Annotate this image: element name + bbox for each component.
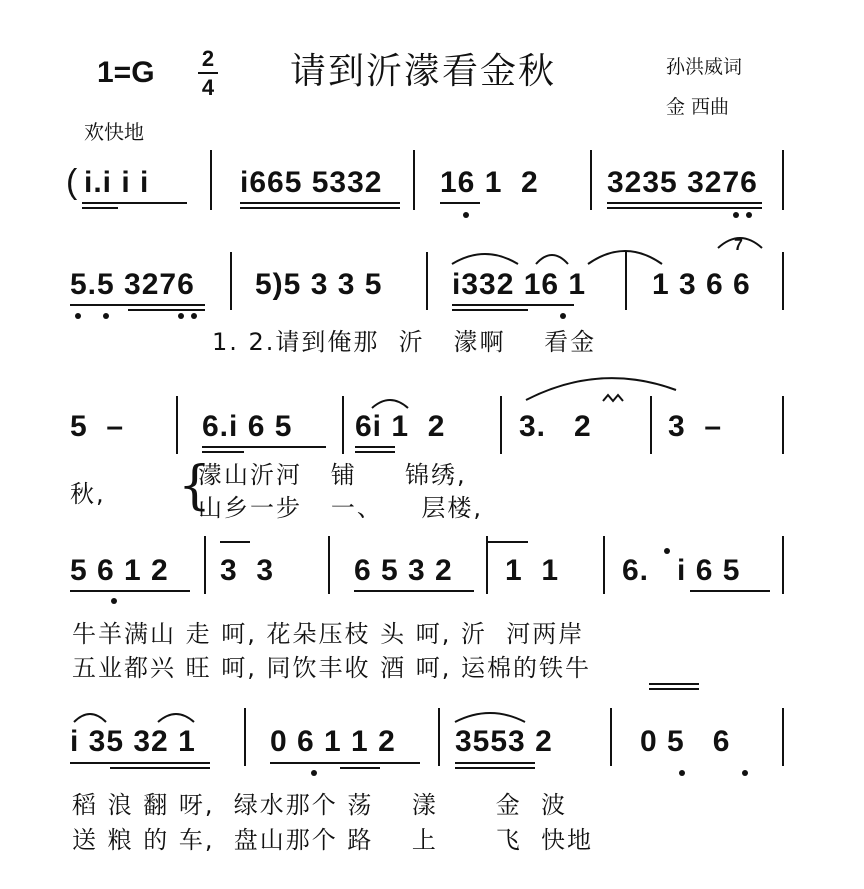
composer-credit: 金 西曲 xyxy=(666,96,730,118)
line5-measure-1: i 35 32 1 xyxy=(70,725,196,758)
line5-measure-2: 0 6 1 1 2 xyxy=(270,725,396,758)
line1-measure-1: i.i i i xyxy=(84,166,150,199)
line4-measure-3: 6 5 3 2 xyxy=(354,554,453,587)
line3-lyric-verse-2: 山乡一步 一、 层楼, xyxy=(198,494,484,522)
line1-measure-4: 3235 3276 xyxy=(607,166,758,199)
line3-measure-4: 3. 2 xyxy=(519,410,592,443)
line2-measure-3: i332 16 1 xyxy=(452,268,587,301)
line2-measure-1: 5.5 3276 xyxy=(70,268,195,301)
line3-lyric-verse-1: 濛山沂河 铺 锦绣, xyxy=(198,461,467,489)
line3-lyric-start: 秋, xyxy=(70,480,106,508)
line1-measure-2: i665 5332 xyxy=(240,166,383,199)
line3-measure-3: 6i 1 2 xyxy=(355,410,446,443)
line5-lyric-verse-1: 稻 浪 翻 呀, 绿水那个 荡 漾 金 波 xyxy=(72,791,567,819)
mordent-mark xyxy=(603,395,623,401)
slur-arc xyxy=(452,254,518,264)
line5-measure-4: 0 5 6 xyxy=(640,725,731,758)
line4-measure-1: 5 6 1 2 xyxy=(70,554,169,587)
line4-measure-4: 1 1 xyxy=(505,554,560,587)
verse-brace: { xyxy=(178,456,212,516)
slur-arc xyxy=(526,378,676,400)
key-signature: 1=G xyxy=(97,56,155,89)
line4-measure-2: 3 3 xyxy=(220,554,275,587)
song-title: 请到沂濛看金秋 xyxy=(290,51,557,92)
grace-note: 7 xyxy=(734,237,743,254)
line3-measure-2: 6.i 6 5 xyxy=(202,410,293,443)
line2-lyric: 1. 2.请到俺那 沂 濛啊 看金 xyxy=(212,328,597,356)
slur-arc xyxy=(74,714,106,722)
line4-measure-5: 6. i 6 5 xyxy=(622,554,741,587)
slur-arc xyxy=(536,255,568,264)
lyricist-credit: 孙洪威词 xyxy=(666,56,743,78)
line1-measure-3: 16 1 2 xyxy=(440,166,539,199)
intro-open-paren: ( xyxy=(66,163,79,201)
meter-numerator: 2 xyxy=(201,46,215,71)
meter-denominator: 4 xyxy=(201,75,215,100)
tempo-marking: 欢快地 xyxy=(84,120,144,144)
line4-lyric-verse-1: 牛羊满山 走 呵, 花朵压枝 头 呵, 沂 河两岸 xyxy=(72,620,585,648)
slur-arc xyxy=(372,400,408,408)
line3-measure-5: 3 – xyxy=(668,410,723,443)
slur-arc xyxy=(588,251,662,264)
slur-arc xyxy=(718,238,762,248)
line2-measure-4: 1 3 6 6 xyxy=(652,268,751,301)
line5-lyric-verse-2: 送 粮 的 车, 盘山那个 路 上 飞 快地 xyxy=(72,826,593,854)
line4-lyric-verse-2: 五业都兴 旺 呵, 同饮丰收 酒 呵, 运棉的铁牛 xyxy=(72,654,592,682)
line5-measure-3: 3553 2 xyxy=(455,725,553,758)
line3-measure-1: 5 – xyxy=(70,410,125,443)
slur-arc xyxy=(455,713,525,722)
line2-measure-2: 5)5 3 3 5 xyxy=(255,268,383,301)
slur-arc xyxy=(158,714,194,722)
